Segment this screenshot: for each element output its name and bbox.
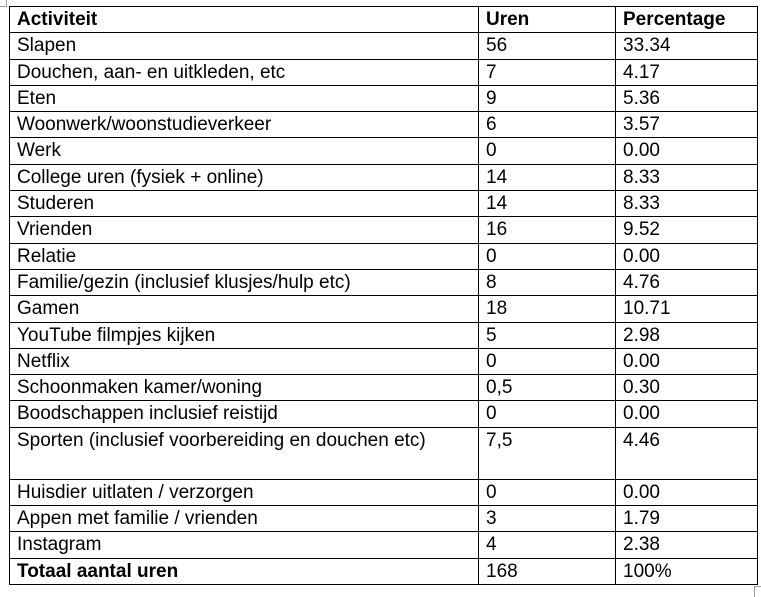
cell-uren: 18: [479, 296, 616, 322]
cell-uren: 14: [479, 164, 616, 190]
cell-percentage: 0.00: [616, 348, 758, 374]
table-row: [10, 532, 758, 558]
activity-hours-table: [9, 6, 758, 585]
table-row: [10, 269, 758, 295]
cell-activiteit: Boodschappen inclusief reistijd: [10, 401, 479, 427]
header-row: [10, 7, 758, 33]
cell-uren: 0: [479, 401, 616, 427]
cell-percentage: 33.34: [616, 33, 758, 59]
cell-percentage: 10.71: [616, 296, 758, 322]
cell-activiteit: Douchen, aan- en uitkleden, etc: [10, 59, 479, 85]
cell-uren: 0: [479, 138, 616, 164]
table-row: [10, 59, 758, 85]
table-row: [10, 375, 758, 401]
cell-percentage: 4.76: [616, 269, 758, 295]
header-uren: Uren: [479, 7, 616, 33]
table-row: [10, 322, 758, 348]
cell-percentage: 0.00: [616, 138, 758, 164]
cell-activiteit: Appen met familie / vrienden: [10, 506, 479, 532]
cell-activiteit: Instagram: [10, 532, 479, 558]
text-boundary-corner-bottom-right: [754, 586, 761, 597]
cell-activiteit: College uren (fysiek + online): [10, 164, 479, 190]
cell-activiteit: Schoonmaken kamer/woning: [10, 375, 479, 401]
cell-activiteit: Netflix: [10, 348, 479, 374]
cell-percentage: 1.79: [616, 506, 758, 532]
cell-uren: 14: [479, 191, 616, 217]
table-row: [10, 191, 758, 217]
text-boundary-corner-top-left: [0, 0, 7, 7]
table-row: [10, 138, 758, 164]
cell-activiteit: Woonwerk/woonstudieverkeer: [10, 112, 479, 138]
cell-percentage: 2.98: [616, 322, 758, 348]
total-uren: 168: [479, 558, 616, 584]
cell-uren: 3: [479, 506, 616, 532]
cell-uren: 0: [479, 479, 616, 505]
cell-activiteit: Eten: [10, 85, 479, 111]
cell-activiteit: Relatie: [10, 243, 479, 269]
cell-percentage: 3.57: [616, 112, 758, 138]
cell-uren: 16: [479, 217, 616, 243]
cell-percentage: 5.36: [616, 85, 758, 111]
table-row: [10, 479, 758, 505]
cell-uren: 7,5: [479, 427, 616, 479]
cell-percentage: 0.00: [616, 479, 758, 505]
cell-uren: 56: [479, 33, 616, 59]
cell-uren: 6: [479, 112, 616, 138]
header-percentage: Percentage: [616, 7, 758, 33]
cell-percentage: 8.33: [616, 164, 758, 190]
table-row: [10, 164, 758, 190]
header-activiteit: Activiteit: [10, 7, 479, 33]
table-row: [10, 348, 758, 374]
cell-uren: 9: [479, 85, 616, 111]
table-row: [10, 217, 758, 243]
table-row: [10, 243, 758, 269]
table-row: [10, 506, 758, 532]
cell-uren: 0: [479, 348, 616, 374]
total-row: [10, 558, 758, 584]
table-row: [10, 112, 758, 138]
cell-activiteit: Familie/gezin (inclusief klusjes/hulp etc): [10, 269, 479, 295]
cell-percentage: 8.33: [616, 191, 758, 217]
table-row: [10, 427, 758, 479]
cell-uren: 0,5: [479, 375, 616, 401]
cell-percentage: 0.30: [616, 375, 758, 401]
total-percentage: 100%: [616, 558, 758, 584]
cell-activiteit: Vrienden: [10, 217, 479, 243]
cell-activiteit: YouTube filmpjes kijken: [10, 322, 479, 348]
cell-uren: 8: [479, 269, 616, 295]
cell-uren: 4: [479, 532, 616, 558]
cell-percentage: 9.52: [616, 217, 758, 243]
cell-percentage: 4.46: [616, 427, 758, 479]
cell-percentage: 0.00: [616, 243, 758, 269]
cell-activiteit: Sporten (inclusief voorbereiding en douchen etc): [10, 427, 479, 479]
cell-activiteit: Gamen: [10, 296, 479, 322]
cell-uren: 0: [479, 243, 616, 269]
table-row: [10, 401, 758, 427]
table-row: [10, 85, 758, 111]
table-row: [10, 33, 758, 59]
table-row: [10, 296, 758, 322]
cell-uren: 7: [479, 59, 616, 85]
cell-activiteit: Huisdier uitlaten / verzorgen: [10, 479, 479, 505]
cell-activiteit: Werk: [10, 138, 479, 164]
cell-activiteit: Studeren: [10, 191, 479, 217]
cell-activiteit: Slapen: [10, 33, 479, 59]
cell-percentage: 0.00: [616, 401, 758, 427]
cell-uren: 5: [479, 322, 616, 348]
cell-percentage: 2.38: [616, 532, 758, 558]
cell-percentage: 4.17: [616, 59, 758, 85]
total-label: Totaal aantal uren: [10, 558, 479, 584]
